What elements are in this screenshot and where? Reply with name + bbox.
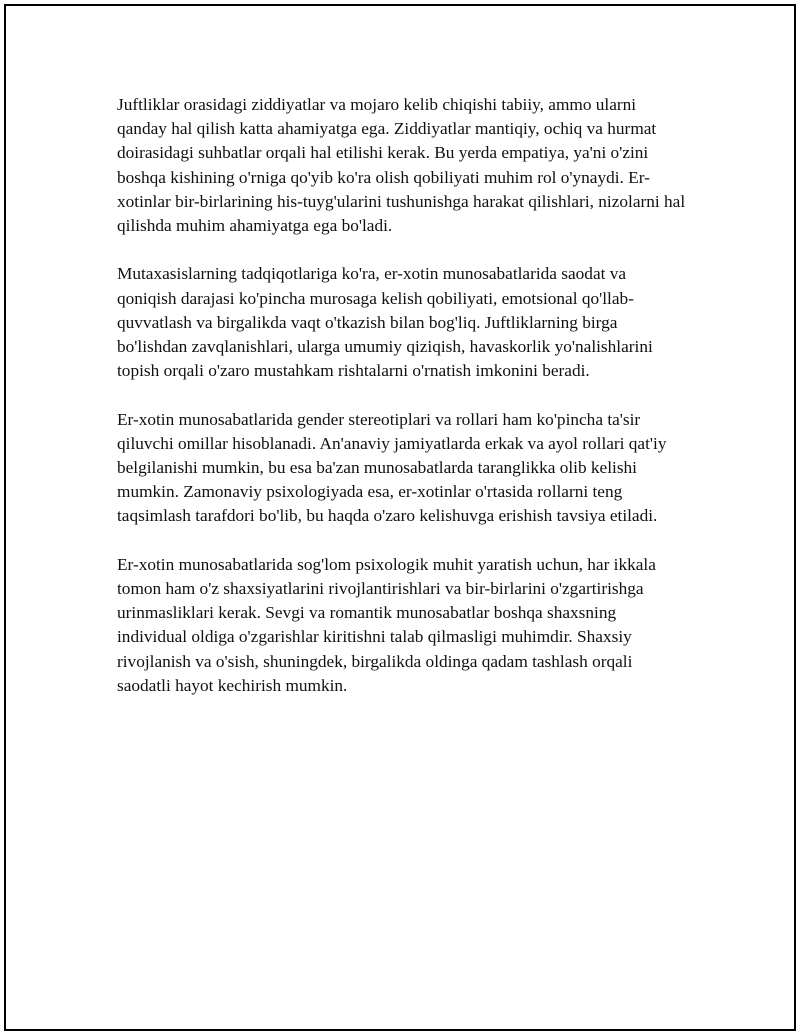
document-body xyxy=(117,93,687,722)
paragraph-3: Er-xotin munosabatlarida gender stereotiplari va rollari ham ko'pincha ta'sir qiluvchi omillar hisoblanadi. An'anaviy jamiyatlarda erkak va ayol rollari qat'iy belgilanishi mumkin, bu esa ba'zan munosabatlarda taranglikka olib kelishi mumkin. Zamonaviy psixologiyada esa, er-xotinlar o'rtasida rollarni teng taqsimlash tarafdori bo'lib, bu haqda o'zaro kelishuvga erishish tavsiya etiladi. xyxy=(117,409,667,526)
paragraph-2: Mutaxasislarning tadqiqotlariga ko'ra, er-xotin munosabatlarida saodat va qoniqish darajasi ko'pincha murosaga kelish qobiliyati, emotsional qo'llab-quvvatlash va birgalikda vaqt o'tkazish bilan bog'liq. Juftliklarning birga bo'lishdan zavqlanishlari, ularga umumiy qiziqish, havaskorlik yo'nalishlarini topish orqali o'zaro mustahkam rishtalarni o'rnatish imkonini beradi. xyxy=(117,264,653,381)
paragraph-1: Juftliklar orasidagi ziddiyatlar va mojaro kelib chiqishi tabiiy, ammo ularni qanday hal qilish katta ahamiyatga ega. Ziddiyatlar mantiqiy, ochiq va hurmat doirasidagi suhbatlar orqali hal etilishi kerak. Bu yerda empatiya, ya'ni o'zini boshqa kishining o'rniga qo'yib ko'ra olish qobiliyati muhim rol o'ynaydi. Er-xotinlar bir-birlarining his-tuyg'ularini tushunishga harakat qilishlari, nizolarni hal qilishda muhim ahamiyatga ega bo'ladi. xyxy=(117,95,686,236)
paragraph-4: Er-xotin munosabatlarida sog'lom psixologik muhit yaratish uchun, har ikkala tomon ham o'z shaxsiyatlarini rivojlantirishlari va bir-birlarini o'zgartirishga urinmasliklari kerak. Sevgi va romantik munosabatlar boshqa shaxsning individual oldiga o'zgarishlar kiritishni talab qilmasligi muhimdir. Shaxsiy rivojlanish va o'sish, shuningdek, birgalikda oldinga qadam tashlash orqali saodatli hayot kechirish mumkin. xyxy=(117,554,656,695)
